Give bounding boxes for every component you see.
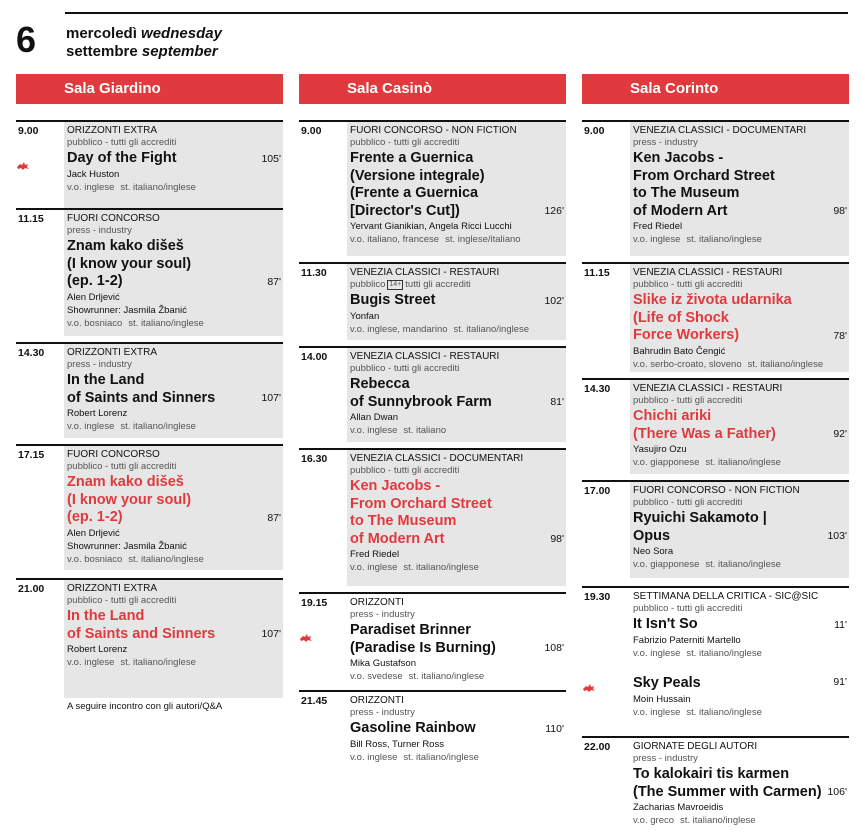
director: Neo Sora [633,546,674,557]
film-title-line: Slike iz života udarnika [633,292,792,308]
film-title [350,478,562,548]
film-title-line: (ep. 1-2) [67,509,123,525]
director: Moin Hussain [633,693,691,705]
director: Robert Lorenz [67,408,128,419]
original-language: v.o. bosniaco [67,553,123,565]
film-title-line: Znam kako dišeš [67,238,184,254]
original-language: v.o. inglese [633,647,681,659]
film-title [633,766,845,801]
film-title-line: Ken Jacobs - [633,150,724,166]
film-title-line: of Sunnybrook Farm [350,393,492,410]
day-number: 6 [16,19,37,60]
director: Alen Drljević [67,527,120,539]
language-info [633,558,845,571]
access-text: press - industry [350,707,415,718]
entry-content [350,267,562,336]
date-heading [66,25,222,61]
screening-time: 14.30 [18,347,45,359]
section-label: ORIZZONTI EXTRA [67,125,157,136]
subtitles: st. italiano/inglese [686,234,762,245]
film-title-line: of Saints and Sinners [67,389,216,406]
film-title [350,622,562,657]
screening-time: 22.00 [584,741,611,753]
screening-entry[interactable] [582,480,849,578]
screening-time: 17.15 [18,449,45,461]
original-language: v.o. inglese [350,562,398,573]
film-title: Sky Peals [633,675,701,691]
screening-time: 16.30 [301,453,328,465]
section-label: FUORI CONCORSO - NON FICTION [633,485,800,496]
subtitles: st. italiano/inglese [686,706,762,718]
screening-entry[interactable] [582,262,849,372]
film-title-line: Day of the Fight [67,150,177,166]
film-title-line: (There Was a Father) [633,425,776,442]
language-info [350,424,562,437]
schedule-column [16,74,283,712]
original-language: v.o. italiano, francese [350,234,440,245]
top-rule [65,12,848,14]
duration: 98' [833,205,847,217]
section-label: ORIZZONTI [350,597,404,608]
entry-content [350,597,562,683]
section-label: VENEZIA CLASSICI - RESTAURI [350,267,500,278]
language-info [633,647,845,660]
director: Jack Huston [67,168,120,180]
duration: 107' [261,628,281,640]
director: Mika Gustafson [350,658,416,669]
access-text: pubblico - tutti gli accrediti [633,603,743,614]
film-title [633,292,845,345]
screening-time: 9.00 [18,125,39,137]
subtitles: st. italiano/inglese [128,317,204,329]
subtitles: st. italiano/inglese [120,181,196,193]
subtitles: st. italiano/inglese [705,457,781,468]
screening-entry[interactable] [299,262,566,340]
film-title [350,720,562,738]
original-language: v.o. greco [633,815,675,826]
language-info [67,656,279,669]
competition-lion-icon [16,158,30,168]
film-title-line: (Versione integrale) [350,167,485,184]
director: Alen Drljević [67,291,120,303]
language-info [350,323,562,336]
film-title-line: Znam kako dišeš [67,474,184,490]
access-label [350,609,562,621]
language-info [67,420,279,433]
director: Zacharias Mavroeidis [633,802,724,813]
film-title-line: In the Land [67,608,145,624]
section-label: FUORI CONCORSO - NON FICTION [350,125,517,136]
showrunner: Showrunner: Jasmila Žbanić [67,540,187,552]
screening-entry[interactable] [299,346,566,442]
film-title-line: Ken Jacobs - [350,478,441,494]
second-film [633,674,845,719]
film-title-line: Gasoline Rainbow [350,720,476,736]
film-title-line: of Saints and Sinners [67,625,216,642]
access-label [633,279,845,291]
film-title-line: It Isn't So [633,616,698,632]
entry-content [350,453,562,574]
film-title [67,474,279,527]
age-rating-badge: 14+ [389,281,402,288]
access-label [67,359,279,371]
film-title [633,510,845,545]
screening-entry[interactable] [582,120,849,256]
access-text: pubblico - tutti gli accrediti [67,461,177,472]
section-label: GIORNATE DEGLI AUTORI [633,741,758,752]
access-label [633,137,845,149]
language-info [350,233,562,246]
film-title [67,608,279,643]
language-info [350,751,562,764]
film-title [67,372,279,407]
competition-lion-icon [582,680,596,690]
access-text: pubblico [350,279,386,290]
subtitles: st. italiano/inglese [408,671,485,682]
duration: 11' [834,618,847,631]
month-en: september [141,43,218,60]
screening-time: 19.15 [301,597,328,609]
language-info [633,233,845,246]
access-label [67,137,279,149]
section-label: VENEZIA CLASSICI - DOCUMENTARI [633,125,807,136]
original-language: v.o. inglese, mandarino [350,323,448,335]
original-language: v.o. inglese [67,181,115,193]
original-language: v.o. inglese [633,706,681,718]
screening-entry[interactable] [299,690,566,763]
director: Fred Riedel [350,549,400,560]
screening-time: 14.00 [301,351,328,363]
screening-time: 9.00 [301,125,322,137]
access-text: press - industry [67,359,132,370]
duration: 102' [544,294,564,307]
film-title-line: From Orchard Street [633,167,775,184]
section-label: VENEZIA CLASSICI - RESTAURI [350,351,500,362]
director: Robert Lorenz [67,644,128,655]
duration: 78' [833,329,847,342]
director: Fred Riedel [633,221,683,232]
film-title-line: Chichi ariki [633,408,712,424]
entry-content [67,213,279,330]
entry-content [633,125,845,246]
access-text: pubblico - tutti gli accrediti [350,465,460,476]
film-title-line: Rebecca [350,376,410,392]
language-info [350,670,562,683]
screening-time: 11.30 [301,267,327,279]
entry-note: A seguire incontro con gli autori/Q&A [67,701,223,712]
access-label [350,279,562,291]
access-text: press - industry [67,225,132,236]
duration: 87' [267,275,281,288]
section-label: ORIZZONTI EXTRA [67,583,157,594]
language-info [67,181,279,194]
entry-content [350,125,562,246]
director: Bahrudin Bato Čengić [633,345,726,357]
film-title-line: (Frente a Guernica [350,185,479,201]
screening-time: 14.30 [584,383,611,395]
film-title-line: of Modern Art [633,202,728,219]
subtitles: st. italiano/inglese [747,358,824,370]
entry-content [350,351,562,437]
film-title-line: (I know your soul) [67,491,192,508]
access-label [633,497,845,509]
section-label: VENEZIA CLASSICI - RESTAURI [633,267,783,278]
access-label [633,603,845,615]
duration: 110' [545,722,564,735]
access-label [67,225,279,237]
access-label [633,395,845,407]
subtitles: st. italiano/inglese [120,657,196,668]
director: Yervant Gianikian, Angela Ricci Lucchi [350,221,512,232]
subtitles: st. italiano [403,425,447,436]
subtitles: st. italiano/inglese [680,815,756,826]
sala-header: Sala Giardino [16,74,283,104]
film-title-line: Opus [633,527,671,544]
entry-content [633,741,845,827]
access-text-2: tutti gli accrediti [405,279,471,290]
schedule-column [299,74,566,763]
weekday-en: wednesday [141,25,222,42]
film-title-line: [Director's Cut]) [350,202,460,219]
film-title [633,616,845,634]
entry-content [350,695,562,764]
language-info [633,706,845,719]
original-language: v.o. bosniaco [67,317,123,329]
screening-entry[interactable] [16,444,283,570]
entry-content [67,347,279,433]
screening-entry[interactable] [16,120,283,212]
access-label [350,137,562,149]
screening-time: 11.15 [18,213,44,225]
screening-entry[interactable] [299,592,566,684]
entry-content [633,485,845,571]
language-info [633,814,845,827]
film-title-line: (ep. 1-2) [67,273,123,289]
duration: 98' [550,533,564,545]
subtitles: st. italiano/inglese [120,421,196,432]
film-title-line: (Life of Shock [633,309,729,326]
film-title-line: of Modern Art [350,530,445,547]
original-language: v.o. inglese [350,751,398,763]
access-text: press - industry [633,137,698,148]
subtitles: st. italiano/inglese [128,553,204,565]
access-label [350,707,562,719]
duration: 108' [544,642,564,654]
film-title-line: Force Workers) [633,327,740,343]
access-label [633,753,845,765]
film-title [350,292,562,310]
access-text: pubblico - tutti gli accrediti [350,363,460,374]
duration: 105' [261,152,281,165]
month-it: settembre [66,43,138,60]
section-label: ORIZZONTI EXTRA [67,347,157,358]
access-text: press - industry [633,753,698,764]
duration: 91' [833,676,847,688]
original-language: v.o. inglese [67,421,115,432]
director: Yonfan [350,310,380,322]
entry-content [67,449,279,566]
section-label: ORIZZONTI [350,695,404,706]
access-text: pubblico - tutti gli accrediti [633,497,743,508]
director: Fabrizio Paterniti Martello [633,634,741,646]
film-title-line: Frente a Guernica [350,150,474,166]
sala-header: Sala Corinto [582,74,849,104]
access-text: pubblico - tutti gli accrediti [633,395,743,406]
subtitles: st. inglese/italiano [445,234,521,245]
film-title-line: (I know your soul) [67,255,192,272]
section-label: FUORI CONCORSO [67,213,160,224]
screening-time: 11.15 [584,267,610,279]
subtitles: st. italiano/inglese [705,559,781,570]
access-text: pubblico - tutti gli accrediti [633,279,743,290]
film-title-line: Paradiset Brinner [350,622,471,638]
film-title [633,408,845,443]
film-title-line: Bugis Street [350,292,436,308]
language-info [633,456,845,469]
subtitles: st. italiano/inglese [686,647,762,659]
screening-time: 21.00 [18,583,45,595]
film-title-line: to The Museum [633,185,740,201]
access-label [67,461,279,473]
duration: 92' [833,428,847,440]
section-label: FUORI CONCORSO [67,449,160,460]
entry-content [67,583,279,669]
director: Yasujiro Ozu [633,444,687,455]
screening-time: 17.00 [584,485,611,497]
original-language: v.o. inglese [67,657,115,668]
subtitles: st. italiano/inglese [453,323,530,335]
film-title-line: (The Summer with Carmen) [633,783,822,800]
film-title-line: In the Land [67,372,145,388]
access-text: pubblico - tutti gli accrediti [350,137,460,148]
screening-time: 9.00 [584,125,605,137]
original-language: v.o. inglese [350,425,398,436]
original-language: v.o. serbo-croato, sloveno [633,358,742,370]
language-info [633,358,845,371]
screening-entry[interactable] [582,378,849,474]
access-label [67,595,279,607]
screening-time: 19.30 [584,591,611,603]
screening-entry[interactable] [582,586,849,732]
section-label: SETTIMANA DELLA CRITICA - SIC@SIC [633,591,819,602]
section-label: VENEZIA CLASSICI - RESTAURI [633,383,783,394]
screening-time: 21.45 [301,695,328,707]
language-info [67,553,279,566]
duration: 126' [544,205,564,217]
film-title [67,150,279,168]
original-language: v.o. giapponese [633,457,700,468]
duration: 106' [827,786,847,798]
access-label [350,465,562,477]
screening-entry[interactable] [582,736,849,832]
showrunner: Showrunner: Jasmila Žbanić [67,304,187,316]
access-text: press - industry [350,609,415,620]
screening-entry[interactable] [299,120,566,256]
subtitles: st. italiano/inglese [403,751,479,763]
entry-content [633,383,845,469]
duration: 87' [267,511,281,524]
director: Allan Dwan [350,412,399,423]
original-language: v.o. giapponese [633,559,700,570]
film-title-line: to The Museum [350,513,457,529]
screening-entry[interactable] [16,342,283,438]
original-language: v.o. inglese [633,234,681,245]
entry-content [633,591,845,660]
access-label [350,363,562,375]
duration: 103' [827,530,847,542]
language-info [67,317,279,330]
film-title-line: (Paradise Is Burning) [350,639,496,656]
subtitles: st. italiano/inglese [403,562,479,573]
film-title [67,238,279,291]
film-title [633,150,845,220]
entry-content [633,267,845,371]
film-title [350,376,562,411]
schedule-column [582,74,849,826]
sala-header: Sala Casinò [299,74,566,104]
film-title [350,150,562,220]
film-title-line: To kalokairi tis karmen [633,766,790,782]
screening-entry[interactable] [16,208,283,336]
weekday-it: mercoledì [66,25,137,42]
film-title-line: From Orchard Street [350,495,492,512]
section-label: VENEZIA CLASSICI - DOCUMENTARI [350,453,524,464]
duration: 81' [550,396,564,408]
access-text: pubblico - tutti gli accrediti [67,595,177,606]
entry-content [67,125,279,194]
competition-lion-icon [299,630,313,640]
screening-entry[interactable] [299,448,566,586]
film-title-line: Ryuichi Sakamoto | [633,510,767,526]
screening-entry[interactable] [16,578,283,712]
language-info [350,561,562,574]
director: Bill Ross, Turner Ross [350,738,444,750]
access-text: pubblico - tutti gli accrediti [67,137,177,148]
original-language: v.o. svedese [350,671,403,682]
duration: 107' [261,392,281,404]
